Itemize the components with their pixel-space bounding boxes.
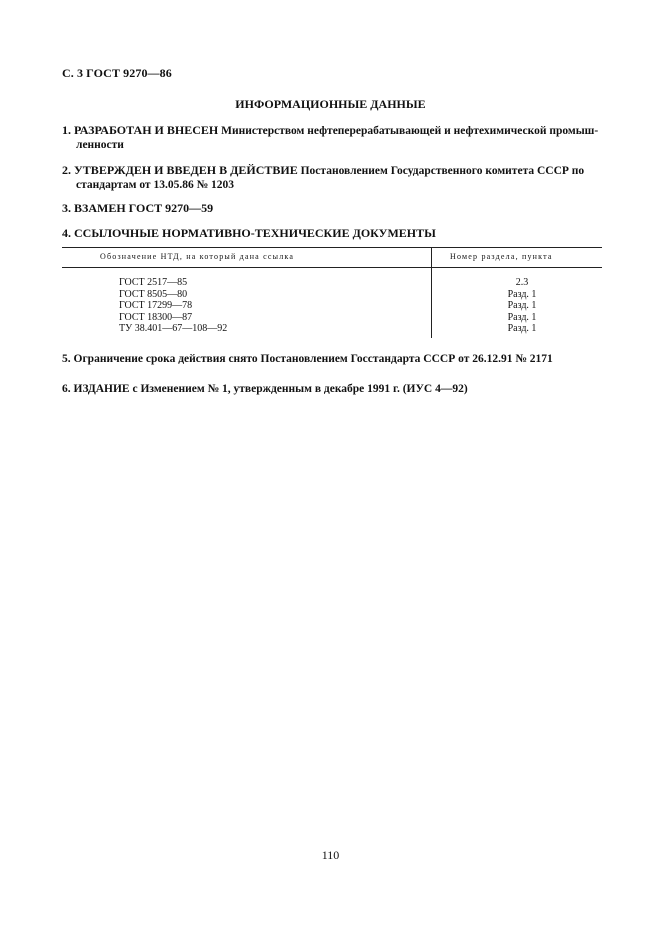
- item-4-heading: 4. ССЫЛОЧНЫЕ НОРМАТИВНО-ТЕХНИЧЕСКИЕ ДОКУМЕНТЫ: [62, 226, 436, 240]
- item-1-heading: 1. РАЗРАБОТАН И ВНЕСЕН: [62, 123, 219, 137]
- item-6-text: 6. ИЗДАНИЕ с Изменением № 1, утвержденным в декабре 1991 г. (ИУС 4—92): [62, 383, 468, 395]
- item-3-heading: 3. ВЗАМЕН ГОСТ 9270—59: [62, 201, 214, 215]
- table-top-rule: [62, 247, 602, 248]
- table-header-rule: [62, 267, 602, 268]
- item-2-heading: 2. УТВЕРЖДЕН И ВВЕДЕН В ДЕЙСТВИЕ: [62, 163, 298, 177]
- table-cell-document: ТУ 38.401—67—108—92: [119, 323, 228, 334]
- table-cell-document: ГОСТ 8505—80: [119, 288, 188, 300]
- table-cell-document: ГОСТ 18300—87: [119, 311, 193, 323]
- table-cell-section: Разд. 1: [507, 300, 537, 311]
- item-5-text: 5. Ограничение срока действия снято Постановлением Госстандарта СССР от 26.12.91 № 2171: [62, 353, 553, 365]
- info-item-2: [62, 163, 602, 192]
- column-header-section: Номер раздела, пункта: [450, 252, 553, 261]
- item-2-text: Постановлением Государственного комитета СССР по: [300, 165, 585, 177]
- table-cell-document: ГОСТ 2517—85: [119, 277, 188, 288]
- page-header: С. 3 ГОСТ 9270—86: [62, 66, 172, 80]
- document-column: [119, 277, 227, 335]
- item-1-continuation: ленности: [76, 139, 124, 151]
- table-column-divider: [431, 247, 432, 338]
- info-item-3: [62, 201, 602, 216]
- page-number: 110: [321, 848, 340, 862]
- section-column: [482, 277, 562, 335]
- table-cell-section: Разд. 1: [507, 288, 537, 300]
- info-item-1: [62, 123, 602, 152]
- column-header-document: Обозначение НТД, на который дана ссылка: [100, 252, 295, 261]
- table-cell-section: Разд. 1: [507, 311, 537, 323]
- item-1-text: Министерством нефтеперерабатывающей и нефтехимической промыш-: [221, 125, 599, 137]
- table-cell-document: ГОСТ 17299—78: [119, 300, 193, 311]
- section-title: ИНФОРМАЦИОННЫЕ ДАННЫЕ: [235, 97, 426, 111]
- info-item-6: [62, 382, 602, 396]
- table-cell-section: 2.3: [515, 277, 529, 288]
- item-2-continuation: стандартам от 13.05.86 № 1203: [76, 179, 235, 191]
- info-item-4: [62, 226, 602, 241]
- table-cell-section: Разд. 1: [507, 323, 537, 334]
- info-item-5: [62, 352, 602, 366]
- reference-table: [62, 247, 602, 338]
